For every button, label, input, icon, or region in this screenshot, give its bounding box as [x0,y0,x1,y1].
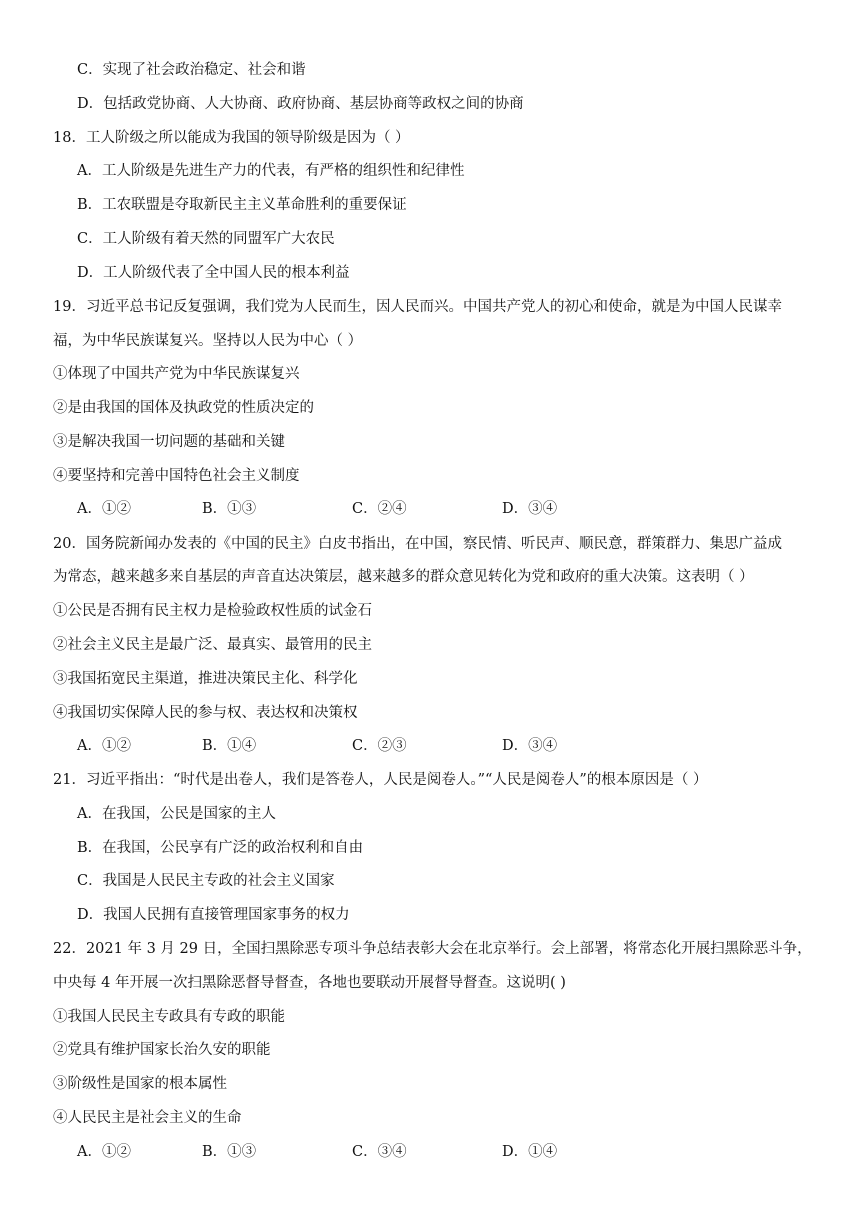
q20-statement-2: ②社会主义民主是最广泛、最真实、最管用的民主 [53,637,372,653]
q20-options-row [0,735,860,757]
q19-option-b: B．①③ [202,501,257,517]
q17-option-c: C．实现了社会政治稳定、社会和谐 [77,62,306,78]
q22-statement-1: ①我国人民民主专政具有专政的职能 [53,1009,285,1025]
q21-stem: 21．习近平指出：“时代是出卷人，我们是答卷人，人民是阅卷人。”“人民是阅卷人”的根本原因是（ ） [53,772,708,788]
q22-statement-2: ②党具有维护国家长治久安的职能 [53,1042,271,1058]
q19-stem-line1: 19．习近平总书记反复强调，我们党为人民而生，因人民而兴。中国共产党人的初心和使命，就是为中国人民谋幸 [53,299,782,315]
q22-stem-line1: 22．2021 年 3 月 29 日，全国扫黑除恶专项斗争总结表彰大会在北京举行。会上部署，将常态化开展扫黑除恶斗争， [53,941,812,957]
q19-stem-line2: 福，为中华民族谋复兴。坚持以人民为中心（ ） [53,333,363,349]
q18-option-b: B．工农联盟是夺取新民主主义革命胜利的重要保证 [77,197,407,213]
q19-statement-3: ③是解决我国一切问题的基础和关键 [53,434,285,450]
q22-option-d: D．①④ [502,1144,558,1160]
q20-statement-1: ①公民是否拥有民主权力是检验政权性质的试金石 [53,603,372,619]
q22-statement-4: ④人民民主是社会主义的生命 [53,1110,242,1126]
q22-stem-line2: 中央每 4 年开展一次扫黑除恶督导督查，各地也要联动开展督导督查。这说明( ) [53,975,566,991]
q21-option-a: A．在我国，公民是国家的主人 [77,806,276,822]
q20-stem-line2: 为常态，越来越多来自基层的声音直达决策层，越来越多的群众意见转化为党和政府的重大决策。这表明（ ） [53,569,754,585]
q18-stem: 18．工人阶级之所以能成为我国的领导阶级是因为（ ） [53,130,410,146]
q19-statement-2: ②是由我国的国体及执政党的性质决定的 [53,400,314,416]
q19-option-c: C．②④ [352,501,407,517]
q20-statement-3: ③我国拓宽民主渠道，推进决策民主化、科学化 [53,671,358,687]
q20-option-d: D．③④ [502,738,558,754]
q20-statement-4: ④我国切实保障人民的参与权、表达权和决策权 [53,705,358,721]
q19-option-a: A．①② [77,501,131,517]
q22-option-b: B．①③ [202,1144,257,1160]
q20-option-b: B．①④ [202,738,257,754]
q19-statement-1: ①体现了中国共产党为中华民族谋复兴 [53,366,300,382]
q19-option-d: D．③④ [502,501,558,517]
q20-stem-line1: 20．国务院新闻办发表的《中国的民主》白皮书指出，在中国，察民情、听民声、顺民意，群策群力、集思广益成 [53,536,782,552]
q22-statement-3: ③阶级性是国家的根本属性 [53,1076,227,1092]
q22-option-a: A．①② [77,1144,131,1160]
q19-options-row [0,498,860,520]
q17-option-d: D．包括政党协商、人大协商、政府协商、基层协商等政权之间的协商 [77,96,524,112]
q21-option-b: B．在我国，公民享有广泛的政治权利和自由 [77,840,364,856]
q21-option-d: D．我国人民拥有直接管理国家事务的权力 [77,907,350,923]
q21-option-c: C．我国是人民民主专政的社会主义国家 [77,873,335,889]
q22-option-c: C．③④ [352,1144,407,1160]
q22-options-row [0,1141,860,1163]
q19-statement-4: ④要坚持和完善中国特色社会主义制度 [53,468,300,484]
q18-option-a: A．工人阶级是先进生产力的代表，有严格的组织性和纪律性 [77,163,465,179]
q20-option-c: C．②③ [352,738,407,754]
q18-option-c: C．工人阶级有着天然的同盟军广大农民 [77,231,335,247]
q20-option-a: A．①② [77,738,131,754]
q18-option-d: D．工人阶级代表了全中国人民的根本利益 [77,265,350,281]
